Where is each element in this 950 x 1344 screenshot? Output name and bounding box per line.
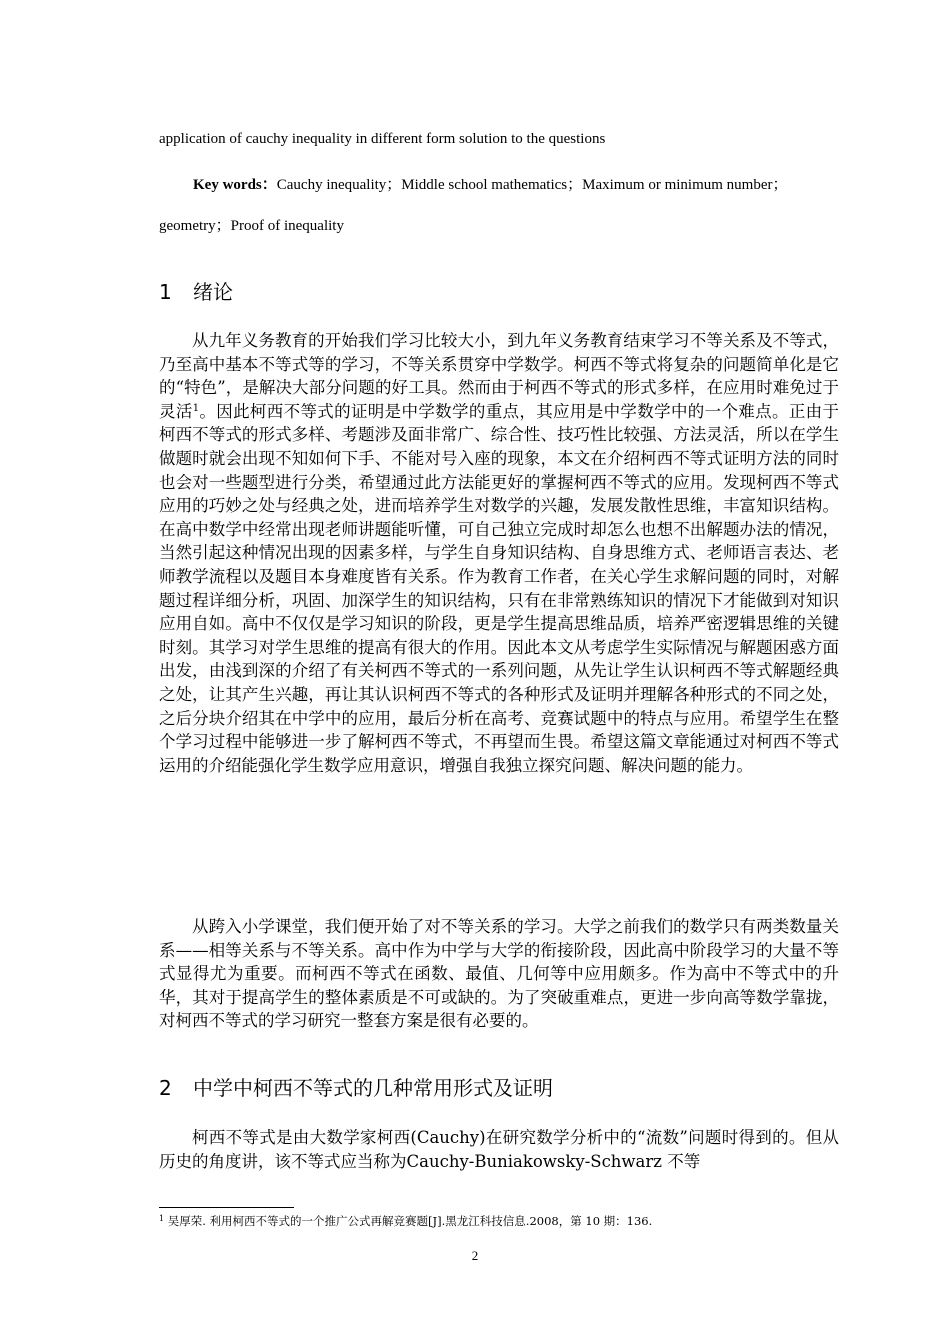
footnote-separator — [159, 1207, 294, 1208]
section-1-title: 绪论 — [193, 280, 233, 304]
footnote-text: 吴厚荣. 利用柯西不等式的一个推广公式再解竞赛题[J].黑龙江科技信息.2008，第 10 期：136. — [164, 1214, 653, 1228]
section-2-heading — [159, 1072, 553, 1101]
footnote-reference[interactable]: 1 — [192, 402, 200, 414]
section-2-title: 中学中柯西不等式的几种常用形式及证明 — [193, 1076, 553, 1100]
keywords-label: Key words： — [193, 177, 277, 193]
keywords-line-2: geometry；Proof of inequality — [159, 218, 344, 234]
footnote — [159, 1213, 652, 1229]
footnote-marker: 1 — [159, 1214, 165, 1223]
section-2-number: 2 — [159, 1076, 172, 1100]
keywords-line-1 — [193, 173, 788, 194]
section-1-number: 1 — [159, 280, 172, 304]
section-1-paragraph-2: 从跨入小学课堂，我们便开始了对不等关系的学习。大学之前我们的数学只有两类数量关系——相等关系与不等关系。高中作为中学与大学的衔接阶段，因此高中阶段学习的大量不等式显得尤为重要。而柯西不等式在函数、最值、几何等中应用颇多。作为高中不等式中的升华，其对于提高学生的整体素质是不可或缺的。为了突破重难点，更进一步向高等数学靠拢，对柯西不等式的学习研究一整套方案是很有必要的。 — [159, 917, 839, 1031]
page-number: 2 — [471, 1248, 479, 1263]
keywords-text-1: Cauchy inequality；Middle school mathematics；Maximum or minimum number； — [276, 177, 788, 193]
section-1-paragraph-1: 从九年义务教育的开始我们学习比较大小，到九年义务教育结束学习不等关系及不等式，乃至高中基本不等式等的学习，不等关系贯穿中学数学。柯西不等式将复杂的问题简单化是它的“特色”，是解决大部分问题的好工具。然而由于柯西不等式的形式多样，在应用时难免过于灵活$^1$。因此柯西不等式的证明是中学数学的重点，其应用是中学数学中的一个难点。正由于柯西不等式的形式多样、考题涉及面非常广、综合性、技巧性比较强、方法灵活，所以在学生做题时就会出现不知如何下手、不能对号入座的现象，本文在介绍柯西不等式证明方法的同时也会对一些题型进行分类，希望通过此方法能更好的掌握柯西不等式的应用。发现柯西不等式应用的巧妙之处与经典之处，进而培养学生对数学的兴趣，发展发散性思维，丰富知识结构。在高中数学中经常出现老师讲题能听懂，可自己独立完成时却怎么也想不出解题办法的情况，当然引起这种情况出现的因素多样，与学生自身知识结构、自身思维方式、老师语言表达、老师教学流程以及题目本身难度皆有关系。作为教育工作者，在关心学生求解问题的同时，对解题过程详细分析，巩固、加深学生的知识结构，只有在非常熟练知识的情况下才能做到对知识应用自如。高中不仅仅是学习知识的阶段，更是学生提高思维品质，培养严密逻辑思维的关键时刻。其学习对学生思维的提高有很大的作用。因此本文从考虑学生实际情况与解题困惑方面出发，由浅到深的介绍了有关柯西不等式的一系列问题，从先让学生认识柯西不等式解题经典之处，让其产生兴趣，再让其认识柯西不等式的各种形式及证明并理解各种形式的不同之处，之后分块介绍其在中学中的应用，最后分析在高考、竞赛试题中的特点与应用。希望学生在整个学习过程中能够进一步了解柯西不等式，不再望而生畏。希望这篇文章能通过对柯西不等式运用的介绍能强化学生数学应用意识，增强自我独立探究问题、解决问题的能力。 — [159, 331, 840, 775]
abstract-tail-line: application of cauchy inequality in different form solution to the questions — [159, 131, 606, 147]
section-2-paragraph-1: 柯西不等式是由大数学家柯西(Cauchy)在研究数学分析中的“流数”问题时得到的。但从历史的角度讲，该不等式应当称为Cauchy-Buniakowsky-Schwarz 不等 — [159, 1128, 839, 1171]
section-1-heading — [159, 276, 233, 305]
